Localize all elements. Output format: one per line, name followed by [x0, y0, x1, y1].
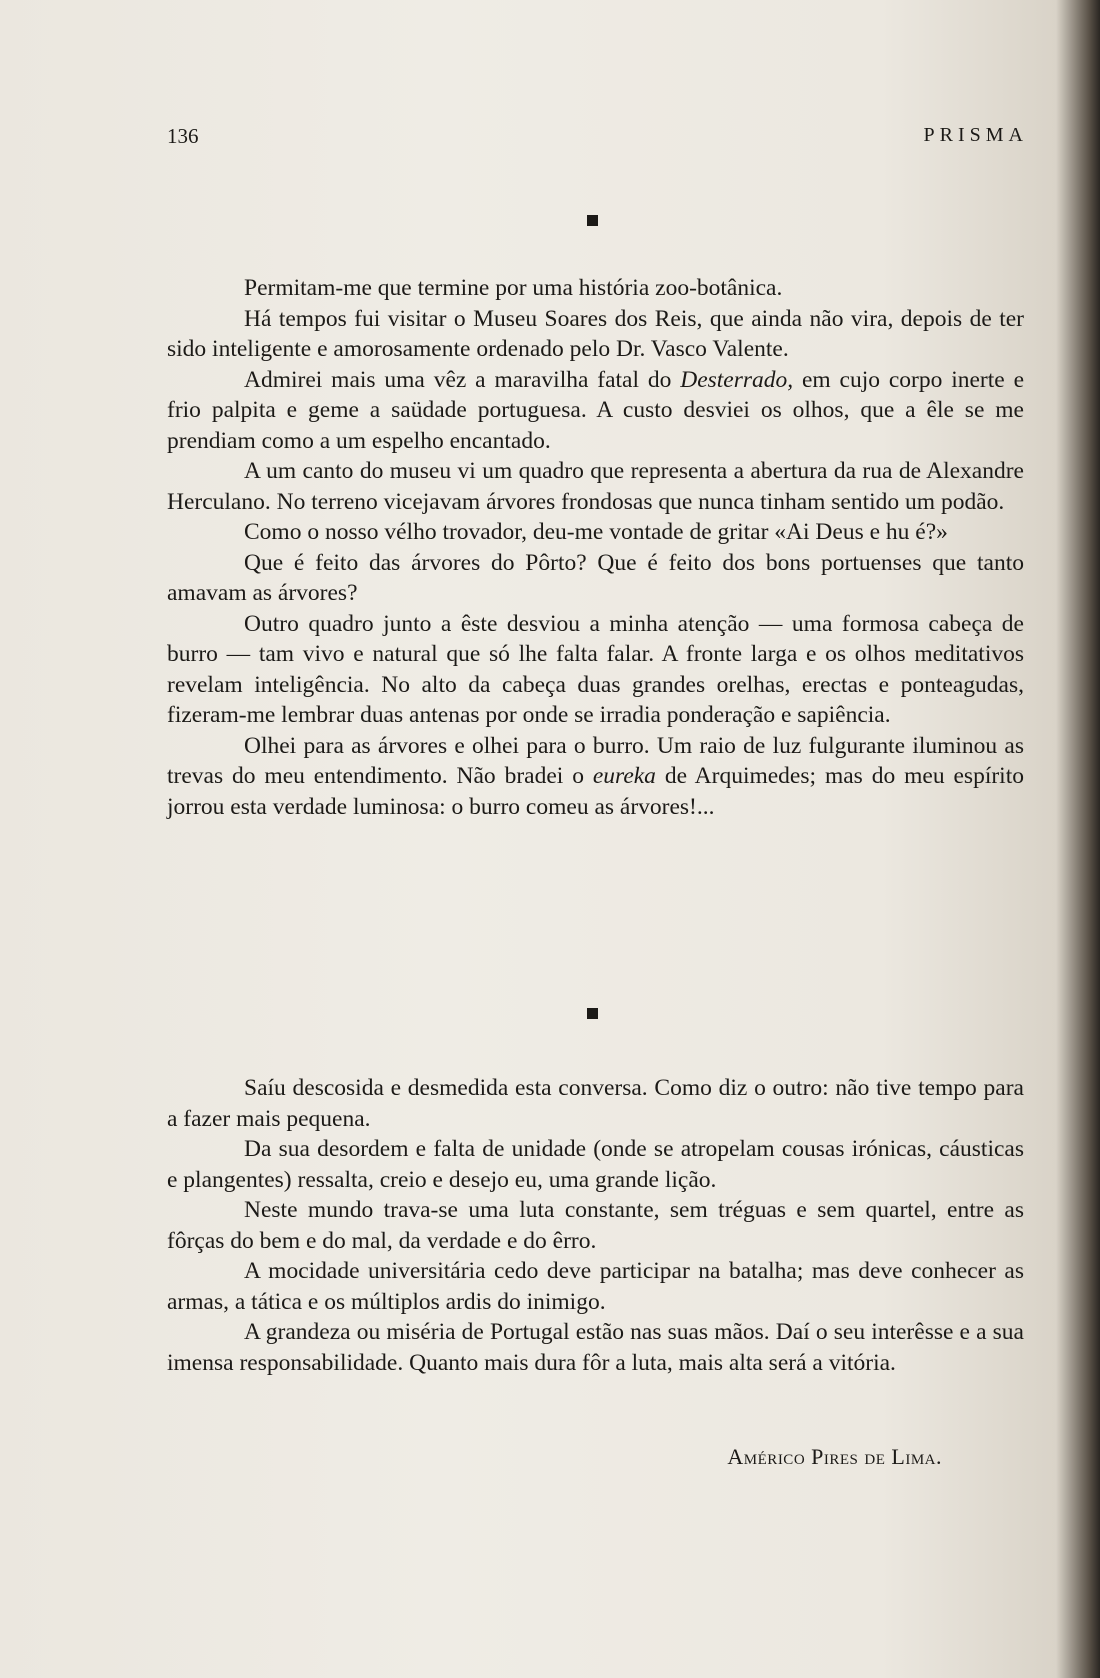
paragraph-text: em cujo corpo inerte e frio palpita e geme a saüdade portuguesa. A custo desviei os olhos, que a êle se me prendiam como a um espelho encantado.	[167, 366, 1024, 454]
paragraph: A grandeza ou miséria de Portugal estão nas suas mãos. Daí o seu interêsse e a sua imensa responsabilidade. Quanto mais dura fôr a luta, mais alta será a vitória.	[167, 1319, 1024, 1376]
paragraph-text: Olhei para as árvores e olhei para o burro. Um raio de luz fulgurante iluminou as trevas do meu entendimento. Não bradei o	[167, 732, 1024, 789]
running-title: PRISMA	[923, 124, 1028, 146]
paragraph: Neste mundo trava-se uma luta constante, sem tréguas e sem quartel, entre as fôrças do bem e do mal, da verdade e do êrro.	[167, 1197, 1024, 1254]
page-header	[167, 124, 1028, 158]
italic-title: Desterrado,	[680, 366, 794, 393]
paragraph	[167, 731, 1024, 823]
paragraph: Saíu descosida e desmedida esta conversa. Como diz o outro: não tive tempo para a fazer mais pequena.	[167, 1075, 1024, 1132]
page-number: 136	[167, 124, 199, 148]
author-signature: Américo Pires de Lima.	[727, 1444, 942, 1469]
paragraph: Como o nosso vélho trovador, deu-me vontade de gritar «Ai Deus e hu é?»	[244, 519, 948, 545]
section-1-text	[167, 273, 1024, 822]
paragraph: Da sua desordem e falta de unidade (onde se atropelam cousas irónicas, cáusticas e plangentes) ressalta, creio e desejo eu, uma grande lição.	[167, 1136, 1024, 1193]
paragraph: A mocidade universitária cedo deve participar na batalha; mas deve conhecer as armas, a tática e os múltiplos ardis do inimigo.	[167, 1258, 1024, 1315]
paragraph: A um canto do museu vi um quadro que representa a abertura da rua de Alexandre Herculano. No terreno vicejavam árvores frondosas que nunca tinham sentido um podão.	[167, 458, 1024, 515]
paragraph-text: de Arquimedes; mas do meu espírito jorrou esta verdade luminosa: o burro comeu as árvores!...	[167, 763, 1024, 820]
paragraph	[167, 365, 1024, 457]
paragraph: Permitam-me que termine por uma história zoo-botânica.	[244, 275, 783, 301]
paragraph-text: Admirei mais uma vêz a maravilha fatal do	[244, 366, 681, 393]
section-separator-2	[587, 1008, 598, 1019]
paragraph: Que é feito das árvores do Pôrto? Que é feito dos bons portuenses que tanto amavam as árvores?	[167, 549, 1024, 606]
paragraph: Outro quadro junto a êste desviou a minha atenção — uma formosa cabeça de burro — tam vivo e natural que só lhe falta falar. A fronte larga e os olhos meditativos revelam inteligência. No alto da cabeça duas grandes orelhas, erectas e ponteagudas, fizeram-me lembrar duas antenas por onde se irradia ponderação e sapiência.	[167, 610, 1024, 728]
italic-word: eureka	[592, 763, 656, 789]
paragraph: Há tempos fui visitar o Museu Soares dos Reis, que ainda não vira, depois de ter sido inteligente e amorosamente ordenado pelo Dr. Vasco Valente.	[167, 305, 1024, 362]
section-2-text	[167, 1073, 1024, 1378]
section-separator-1	[587, 215, 598, 226]
